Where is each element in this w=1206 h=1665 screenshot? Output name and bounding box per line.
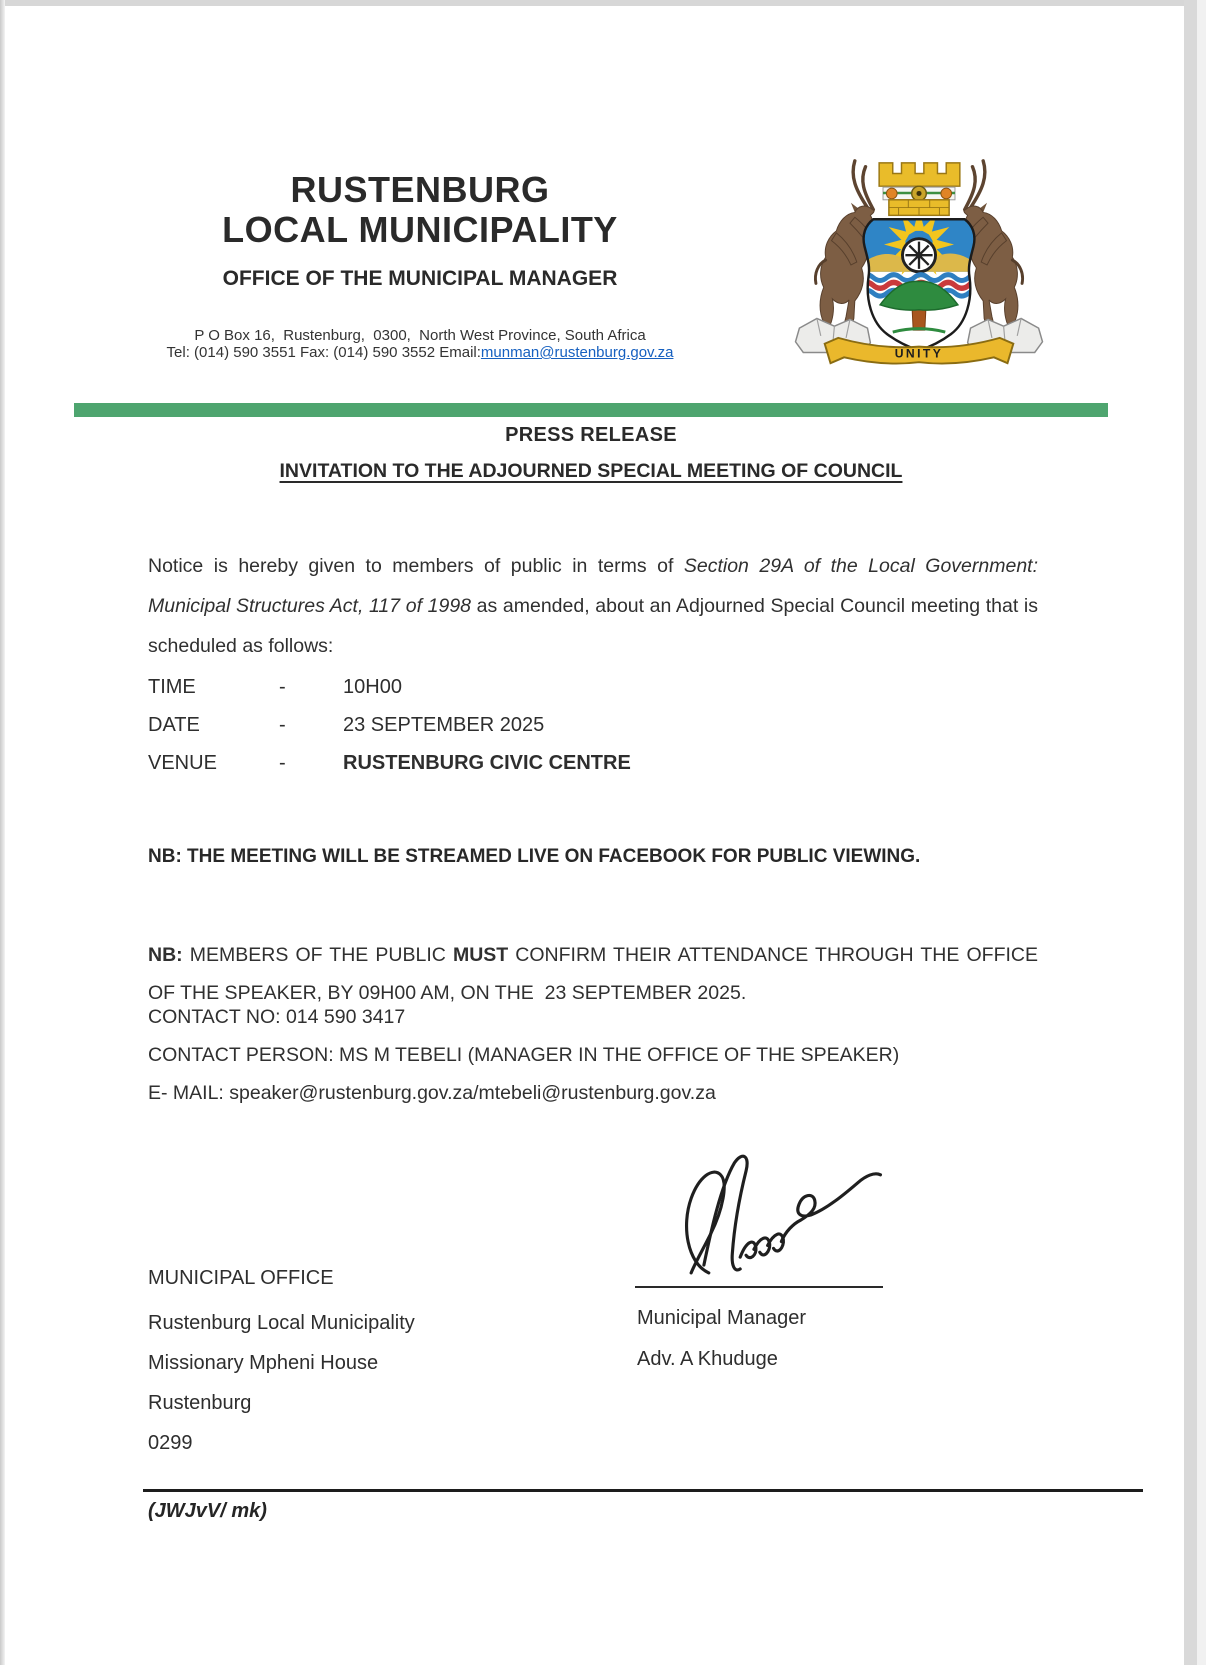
intro-tail: as amended, about an Adjourned Special Council meeting that is scheduled as follows: <box>148 594 1044 657</box>
contact-block <box>148 998 1098 1112</box>
office-line: 0299 <box>148 1432 193 1454</box>
press-release-label: PRESS RELEASE <box>505 424 677 446</box>
signatory-block <box>637 1298 806 1380</box>
detail-row-venue <box>148 744 1038 782</box>
email-link[interactable]: munman@rustenburg.gov.za <box>480 344 674 361</box>
signature-line <box>635 1286 883 1288</box>
footer-rule <box>143 1489 1143 1492</box>
act-reference: Section 29A of the Local Government: Municipal Structures Act, 117 of 1998 <box>148 554 1044 617</box>
nb-attendance-notice: NB: MEMBERS OF THE PUBLIC MUST CONFIRM THEIR ATTENDANCE THROUGH THE OFFICE OF THE SPEAKER, BY 09H00 AM, ON THE 23 SEPTEMBER 2025. <box>148 943 1044 1004</box>
letterhead <box>120 170 720 361</box>
shield-field <box>860 210 983 352</box>
detail-value: RUSTENBURG CIVIC CENTRE <box>343 751 631 774</box>
mural-crown-icon <box>879 163 960 216</box>
postal-address: P O Box 16, Rustenburg, 0300, North West Province, South Africa <box>194 327 646 344</box>
office-line: Rustenburg Local Municipality <box>148 1312 415 1334</box>
org-name-line1: RUSTENBURG <box>290 169 550 210</box>
detail-separator: - <box>279 675 286 698</box>
detail-separator: - <box>279 751 286 774</box>
nb-streaming-notice: NB: THE MEETING WILL BE STREAMED LIVE ON FACEBOOK FOR PUBLIC VIEWING. <box>148 846 921 867</box>
municipal-coat-of-arms <box>778 153 1060 373</box>
motto-text: UNITY <box>894 346 944 361</box>
org-name-line2: LOCAL MUNICIPALITY <box>222 209 618 250</box>
org-name <box>120 170 720 250</box>
detail-row-date <box>148 706 1038 744</box>
office-line: Missionary Mpheni House <box>148 1352 379 1374</box>
tel-fax-prefix: Tel: (014) 590 3551 Fax: (014) 590 3552 Email: <box>166 344 481 361</box>
office-address-block <box>148 1258 415 1463</box>
detail-value: 23 SEPTEMBER 2025 <box>343 713 545 736</box>
signature-ink <box>648 1146 903 1286</box>
contact-email-line: E- MAIL: speaker@rustenburg.gov.za/mtebeli@rustenburg.gov.za <box>148 1082 716 1104</box>
detail-separator: - <box>279 713 286 736</box>
reference-code: (JWJvV/ mk) <box>148 1500 267 1522</box>
signatory-name: Adv. A Khuduge <box>637 1348 778 1370</box>
intro-lead: Notice is hereby given to members of public in terms of <box>148 554 684 577</box>
detail-row-time <box>148 668 1038 706</box>
nb-prefix: NB: <box>148 943 183 966</box>
office-line: MUNICIPAL OFFICE <box>148 1267 334 1289</box>
detail-label: VENUE <box>148 751 217 774</box>
detail-label: DATE <box>148 713 200 736</box>
scan-edge-right <box>1184 0 1197 1665</box>
intro-paragraph <box>148 546 1044 666</box>
scan-edge-top <box>0 0 1206 6</box>
wheel-icon <box>902 239 935 272</box>
contact-number-line: CONTACT NO: 014 590 3417 <box>148 1006 406 1028</box>
signatory-role: Municipal Manager <box>637 1307 806 1329</box>
detail-label: TIME <box>148 675 196 698</box>
detail-value: 10H00 <box>343 675 402 698</box>
office-subtitle: OFFICE OF THE MUNICIPAL MANAGER <box>222 267 618 290</box>
nb-must: MUST <box>452 943 509 966</box>
scan-edge-right-outer <box>1197 0 1206 1665</box>
contact-person-line: CONTACT PERSON: MS M TEBELI (MANAGER IN THE OFFICE OF THE SPEAKER) <box>148 1044 900 1066</box>
antelope-left-icon <box>796 161 877 353</box>
meeting-details <box>148 668 1038 782</box>
antelope-right-icon <box>962 161 1043 353</box>
green-divider-bar <box>74 403 1108 417</box>
office-line: Rustenburg <box>148 1392 252 1414</box>
tel-fax-email-line <box>120 344 720 361</box>
document-title: INVITATION TO THE ADJOURNED SPECIAL MEETING OF COUNCIL <box>279 460 903 482</box>
scan-edge-left <box>0 0 5 1665</box>
